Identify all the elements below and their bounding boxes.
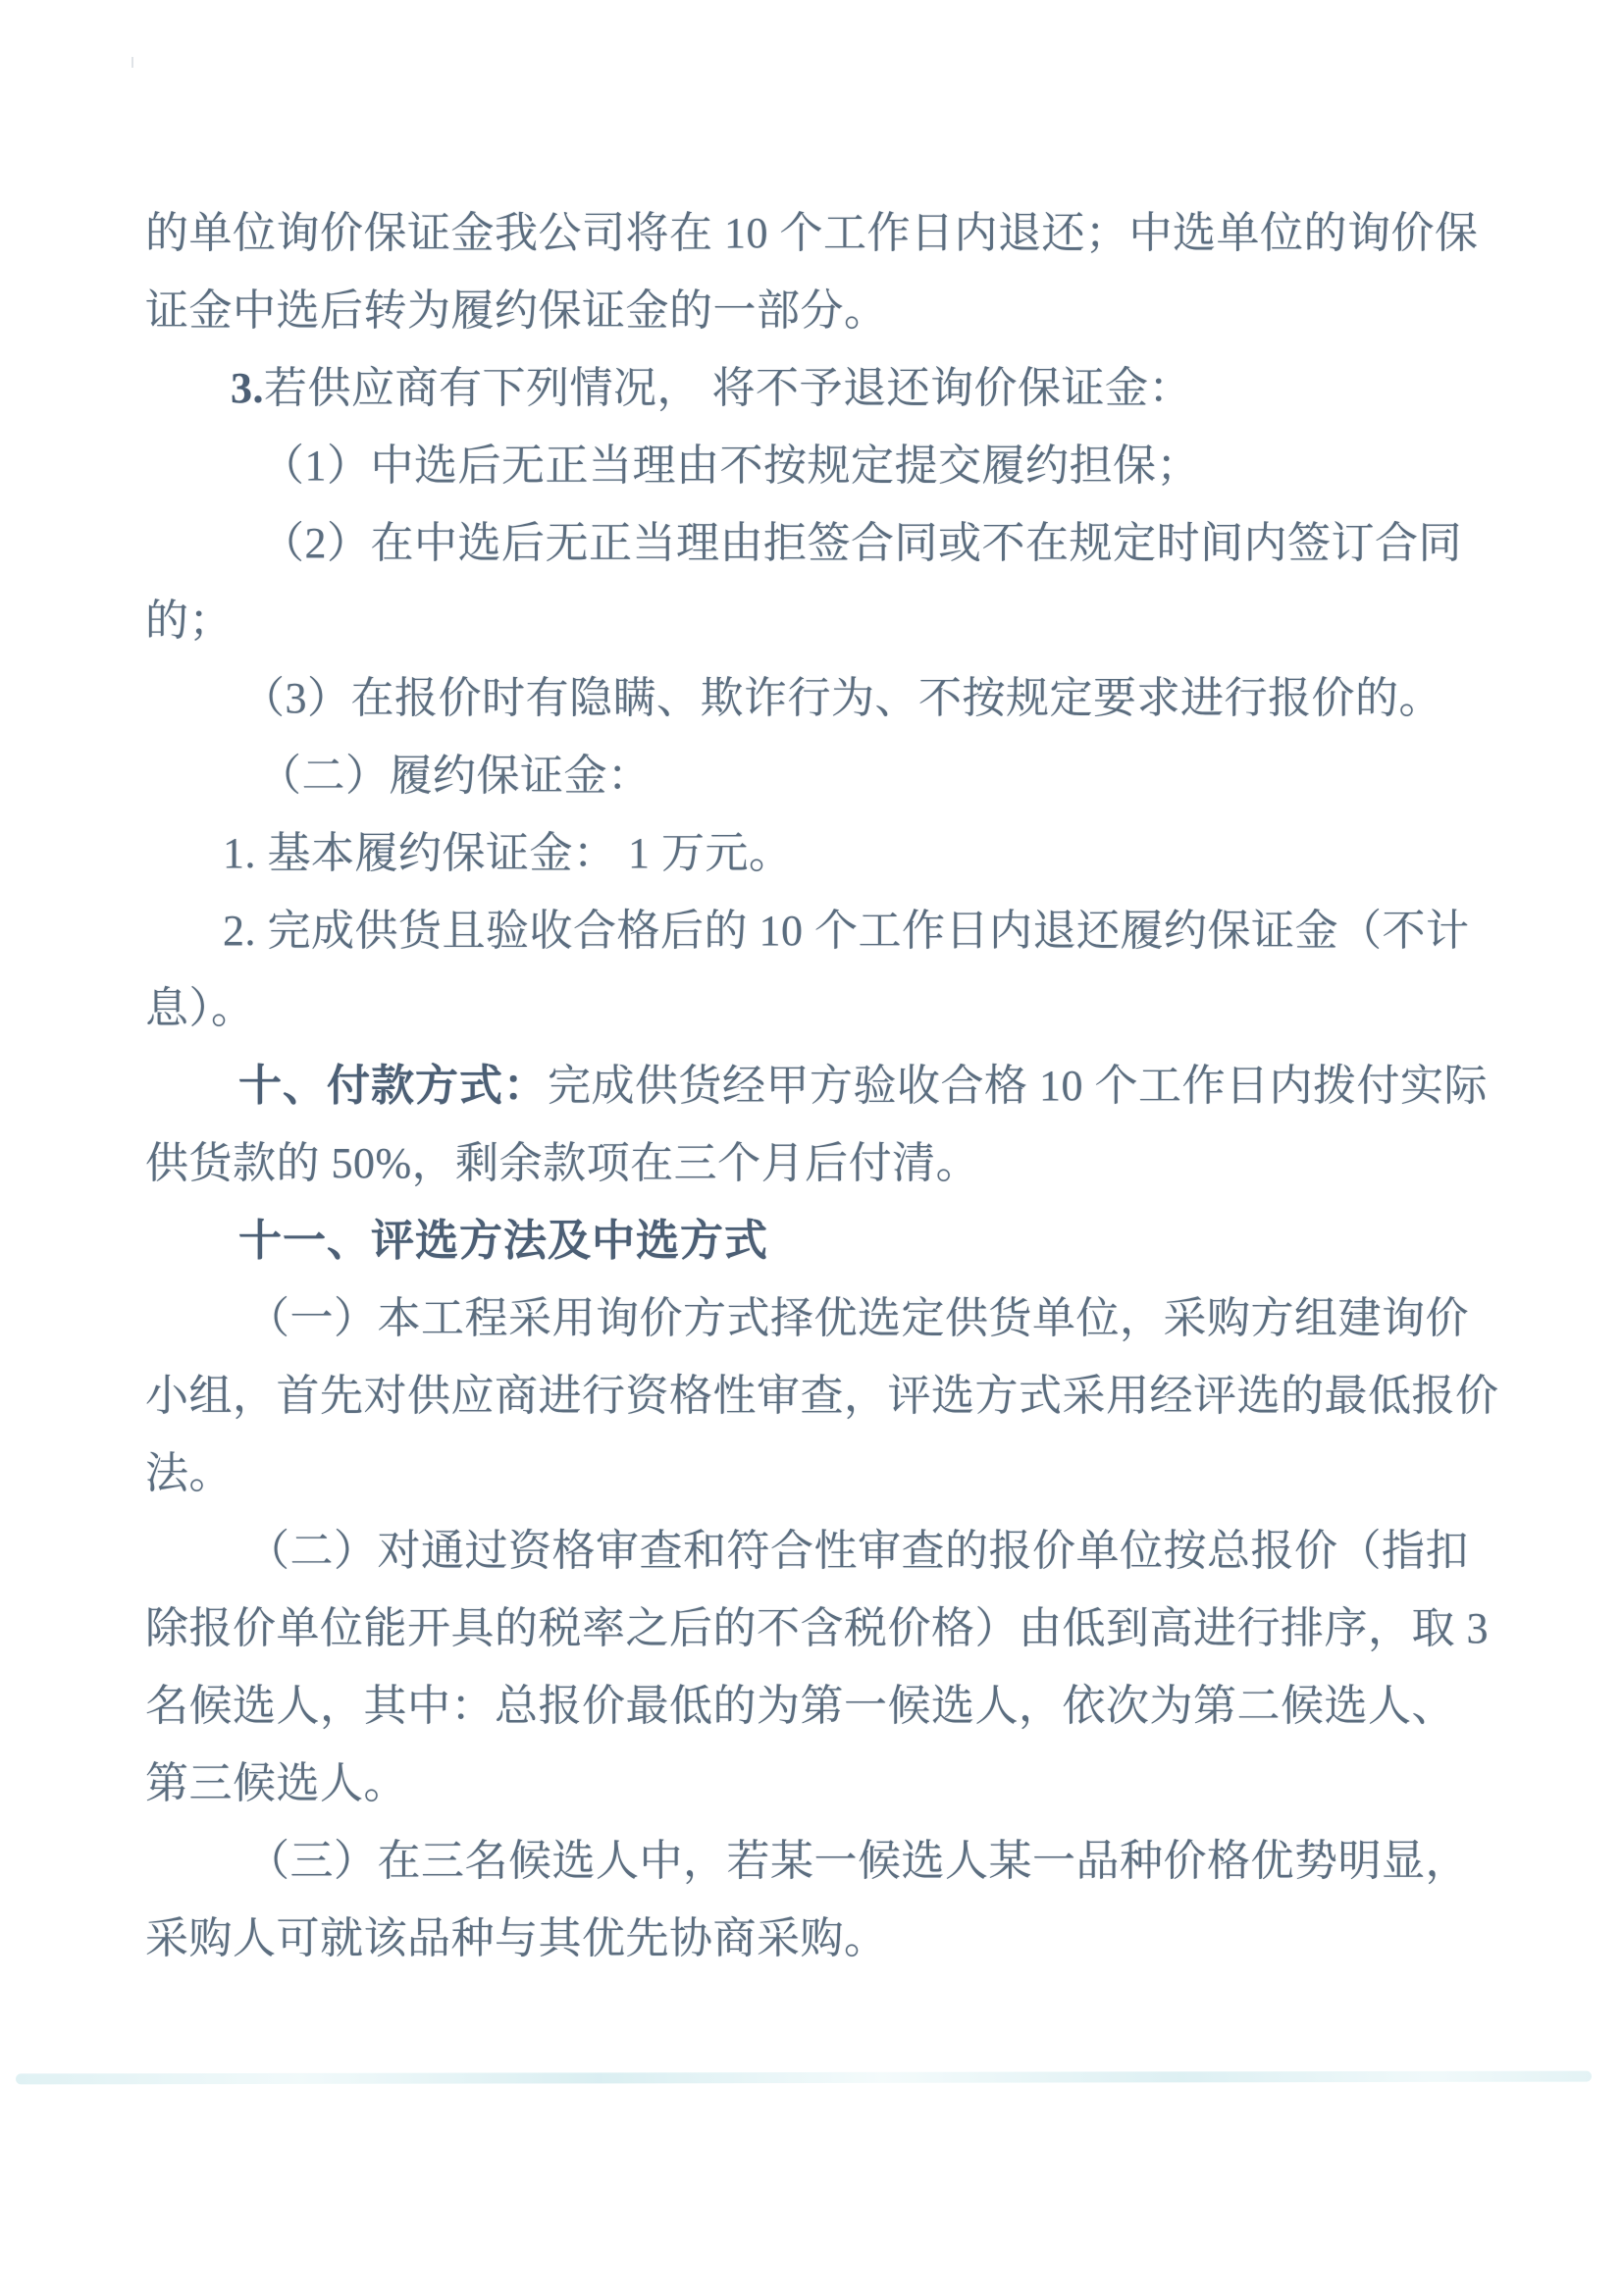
bold-text-segment: 十、付款方式： (238, 1062, 548, 1110)
text-segment: （二）履约保证金： (258, 752, 652, 800)
text-line (145, 349, 1588, 427)
text-line (145, 1357, 1588, 1435)
text-line (145, 504, 1588, 582)
text-segment: 名候选人，其中：总报价最低的为第一候选人，依次为第二候选人、 (145, 1682, 1455, 1730)
text-segment: （二）对通过资格审查和符合性审查的报价单位按总报价（指扣 (246, 1527, 1469, 1575)
text-line (145, 1047, 1588, 1124)
text-line (145, 1512, 1588, 1590)
text-line (145, 1822, 1588, 1900)
text-line (145, 1745, 1588, 1822)
text-line (145, 1900, 1588, 1977)
text-line (145, 582, 1588, 659)
text-line (145, 1667, 1588, 1745)
text-line (145, 737, 1588, 814)
text-segment: 的； (145, 597, 233, 645)
text-segment: 供货款的 50%，剩余款项在三个月后付清。 (145, 1139, 980, 1187)
text-segment: （1）中选后无正当理由不按规定提交履约担保； (261, 442, 1200, 490)
text-segment: 小组，首先对供应商进行资格性审查，评选方式采用经评选的最低报价 (145, 1372, 1499, 1420)
text-line (145, 814, 1588, 892)
text-line (145, 1590, 1588, 1667)
text-segment: （3）在报价时有隐瞒、欺诈行为、不按规定要求进行报价的。 (241, 674, 1442, 722)
text-segment: 采购人可就该品种与其优先协商采购。 (145, 1914, 888, 1962)
scan-artifact-speck (131, 57, 133, 68)
text-segment: 2. 完成供货且验收合格后的 10 个工作日内退还履约保证金（不计 (223, 907, 1470, 955)
bold-text-segment: 十一、评选方法及中选方式 (238, 1217, 768, 1265)
document-body (145, 194, 1588, 1977)
text-segment: （三）在三名候选人中，若某一候选人某一品种价格优势明显， (246, 1837, 1469, 1885)
text-segment: 除报价单位能开具的税率之后的不含税价格）由低到高进行排序，取 3 (145, 1604, 1489, 1652)
text-line (145, 659, 1588, 737)
text-segment: （一）本工程采用询价方式择优选定供货单位，采购方组建询价 (246, 1294, 1469, 1342)
text-segment: 第三候选人。 (145, 1759, 407, 1807)
text-segment: 1. 基本履约保证金： 1 万元。 (223, 829, 793, 877)
text-line (145, 1124, 1588, 1202)
text-segment: 法。 (145, 1449, 233, 1497)
scan-artifact-streak (16, 2071, 1592, 2085)
text-line (145, 1202, 1588, 1279)
text-segment: 若供应商有下列情况， 将不予退还询价保证金： (264, 364, 1192, 412)
bold-text-segment: 3. (231, 364, 264, 412)
text-segment: 的单位询价保证金我公司将在 10 个工作日内退还；中选单位的询价保 (145, 209, 1479, 257)
text-line (145, 969, 1588, 1047)
text-line (145, 194, 1588, 272)
text-line (145, 892, 1588, 969)
text-line (145, 1435, 1588, 1512)
text-line (145, 1279, 1588, 1357)
text-line (145, 272, 1588, 349)
text-segment: （2）在中选后无正当理由拒签合同或不在规定时间内签订合同 (261, 519, 1462, 567)
text-line (145, 427, 1588, 504)
text-segment: 息）。 (145, 984, 255, 1032)
text-segment: 完成供货经甲方验收合格 10 个工作日内拨付实际 (548, 1062, 1488, 1110)
text-segment: 证金中选后转为履约保证金的一部分。 (145, 287, 888, 335)
